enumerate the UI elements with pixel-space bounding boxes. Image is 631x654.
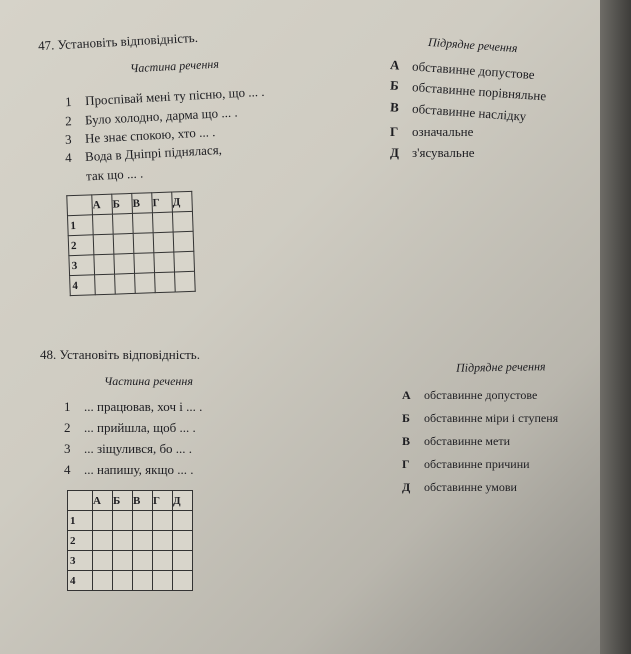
grid-corner-cell [67, 195, 93, 216]
answer-cell[interactable] [112, 213, 133, 234]
option-text: з'ясувальне [412, 145, 475, 160]
answer-cell[interactable] [173, 511, 193, 531]
q48-left-heading: Частина речення [104, 374, 193, 388]
answer-cell[interactable] [93, 531, 113, 551]
answer-cell[interactable] [152, 212, 173, 233]
grid-row [68, 571, 193, 591]
grid-row-header: 1 [68, 511, 93, 531]
item-number: 4 [64, 149, 72, 166]
grid-row-header: 1 [67, 215, 93, 236]
q47-left-heading: Частина речення [129, 56, 220, 76]
item-number: 1 [64, 93, 72, 110]
grid-header-row [68, 491, 193, 511]
grid-row [68, 511, 193, 531]
option-letter: Г [402, 457, 410, 471]
item-number: 3 [64, 131, 72, 147]
q48-option-d [402, 457, 530, 472]
answer-cell[interactable] [92, 214, 113, 235]
answer-cell[interactable] [133, 551, 153, 571]
grid-row-header: 4 [70, 275, 96, 296]
grid-col-header: В [133, 491, 153, 511]
option-text: обставинне допустове [411, 58, 536, 83]
grid-col-header: Г [153, 491, 173, 511]
answer-cell[interactable] [153, 531, 173, 551]
q47-answer-grid [66, 191, 195, 296]
answer-cell[interactable] [93, 551, 113, 571]
answer-cell[interactable] [133, 571, 153, 591]
answer-cell[interactable] [114, 253, 135, 274]
option-text: обставинне причини [424, 457, 530, 471]
option-text: обставинне мети [424, 434, 510, 448]
answer-cell[interactable] [133, 511, 153, 531]
answer-cell[interactable] [113, 233, 134, 254]
q48-option-b [402, 411, 558, 426]
answer-cell[interactable] [153, 571, 173, 591]
option-letter: Д [402, 480, 411, 494]
option-text: обставинне порівняльне [411, 79, 547, 104]
answer-cell[interactable] [113, 511, 133, 531]
q47-option-e [390, 145, 475, 161]
grid-row-header: 2 [68, 531, 93, 551]
answer-cell[interactable] [175, 271, 196, 292]
option-text: обставинне міри і ступеня [424, 411, 559, 425]
grid-col-header: Д [173, 491, 193, 511]
answer-cell[interactable] [133, 531, 153, 551]
answer-cell[interactable] [113, 551, 133, 571]
item-number: 4 [64, 462, 71, 477]
item-text: ... зіщулився, бо ... . [84, 441, 193, 456]
option-letter: В [402, 434, 411, 448]
grid-corner-cell [68, 491, 93, 511]
item-text: Було холодно, дарма що ... . [84, 104, 238, 128]
grid-col-header: Б [112, 193, 133, 214]
answer-cell[interactable] [93, 571, 113, 591]
answer-cell[interactable] [134, 253, 155, 274]
item-number: 2 [64, 420, 71, 435]
option-text: означальне [412, 124, 474, 139]
answer-cell[interactable] [173, 551, 193, 571]
grid-col-header: А [92, 194, 113, 215]
answer-cell[interactable] [173, 231, 194, 252]
answer-cell[interactable] [133, 233, 154, 254]
q48-title: 48. Установіть відповідність. [40, 347, 200, 362]
q48-option-a [402, 388, 537, 403]
grid-row [70, 271, 196, 295]
grid-row-header: 2 [68, 235, 94, 256]
grid-row [68, 531, 193, 551]
answer-cell[interactable] [132, 213, 153, 234]
item-number: 2 [64, 113, 72, 129]
option-text: обставинне допустове [424, 388, 538, 402]
answer-cell[interactable] [115, 273, 136, 294]
q47-option-c [390, 99, 527, 124]
answer-cell[interactable] [113, 531, 133, 551]
option-letter: В [389, 99, 400, 115]
q48-answer-grid [67, 490, 193, 591]
grid-row-header: 3 [68, 551, 93, 571]
q47-item-4-continued: так що ... . [85, 165, 144, 184]
answer-cell[interactable] [135, 273, 156, 294]
option-text: обставинне умови [424, 480, 517, 494]
item-text: ... прийшла, щоб ... . [84, 420, 196, 435]
answer-cell[interactable] [93, 511, 113, 531]
grid-col-header: В [132, 193, 153, 214]
q47-title: 47. Установіть відповідність. [37, 29, 199, 54]
option-letter: Г [390, 124, 399, 139]
grid-row-header: 4 [68, 571, 93, 591]
answer-cell[interactable] [155, 272, 176, 293]
answer-cell[interactable] [154, 252, 175, 273]
q47-option-d [390, 124, 473, 140]
item-text: Не знає спокою, хто ... . [84, 124, 216, 146]
grid-col-header: А [93, 491, 113, 511]
answer-cell[interactable] [173, 531, 193, 551]
answer-cell[interactable] [173, 571, 193, 591]
q48-item-1 [64, 399, 202, 415]
item-number: 3 [64, 441, 71, 456]
q48-option-e [402, 480, 517, 495]
grid-col-header: Б [113, 491, 133, 511]
q48-item-3 [64, 441, 192, 457]
option-text: обставинне наслідку [411, 100, 527, 124]
answer-cell[interactable] [172, 211, 193, 232]
answer-cell[interactable] [174, 251, 195, 272]
grid-col-header: Г [152, 192, 173, 213]
option-letter: Б [402, 411, 410, 425]
answer-cell[interactable] [94, 254, 115, 275]
option-letter: Б [389, 77, 400, 94]
option-letter: А [402, 388, 411, 402]
answer-cell[interactable] [93, 234, 114, 255]
q48-right-heading: Підрядне речення [455, 359, 546, 375]
grid-row [68, 551, 193, 571]
adjacent-page-edge [600, 0, 631, 654]
answer-cell[interactable] [153, 511, 173, 531]
answer-cell[interactable] [153, 551, 173, 571]
option-letter: Д [390, 145, 399, 160]
q48-item-2 [64, 420, 196, 436]
grid-col-header: Д [172, 191, 193, 212]
q47-right-heading: Підрядне речення [427, 34, 518, 56]
q48-item-4 [64, 462, 193, 478]
item-text: Проспівай мені ту пісню, що ... . [84, 83, 265, 109]
grid-row-header: 3 [69, 255, 95, 276]
item-text: ... напишу, якщо ... . [84, 462, 194, 477]
item-number: 1 [64, 399, 71, 414]
answer-cell[interactable] [95, 274, 116, 295]
option-letter: А [389, 56, 401, 73]
answer-cell[interactable] [153, 232, 174, 253]
item-text: ... працював, хоч і ... . [84, 399, 203, 414]
q48-option-c [402, 434, 510, 449]
answer-cell[interactable] [113, 571, 133, 591]
item-text: Вода в Дніпрі піднялася, [84, 141, 223, 165]
